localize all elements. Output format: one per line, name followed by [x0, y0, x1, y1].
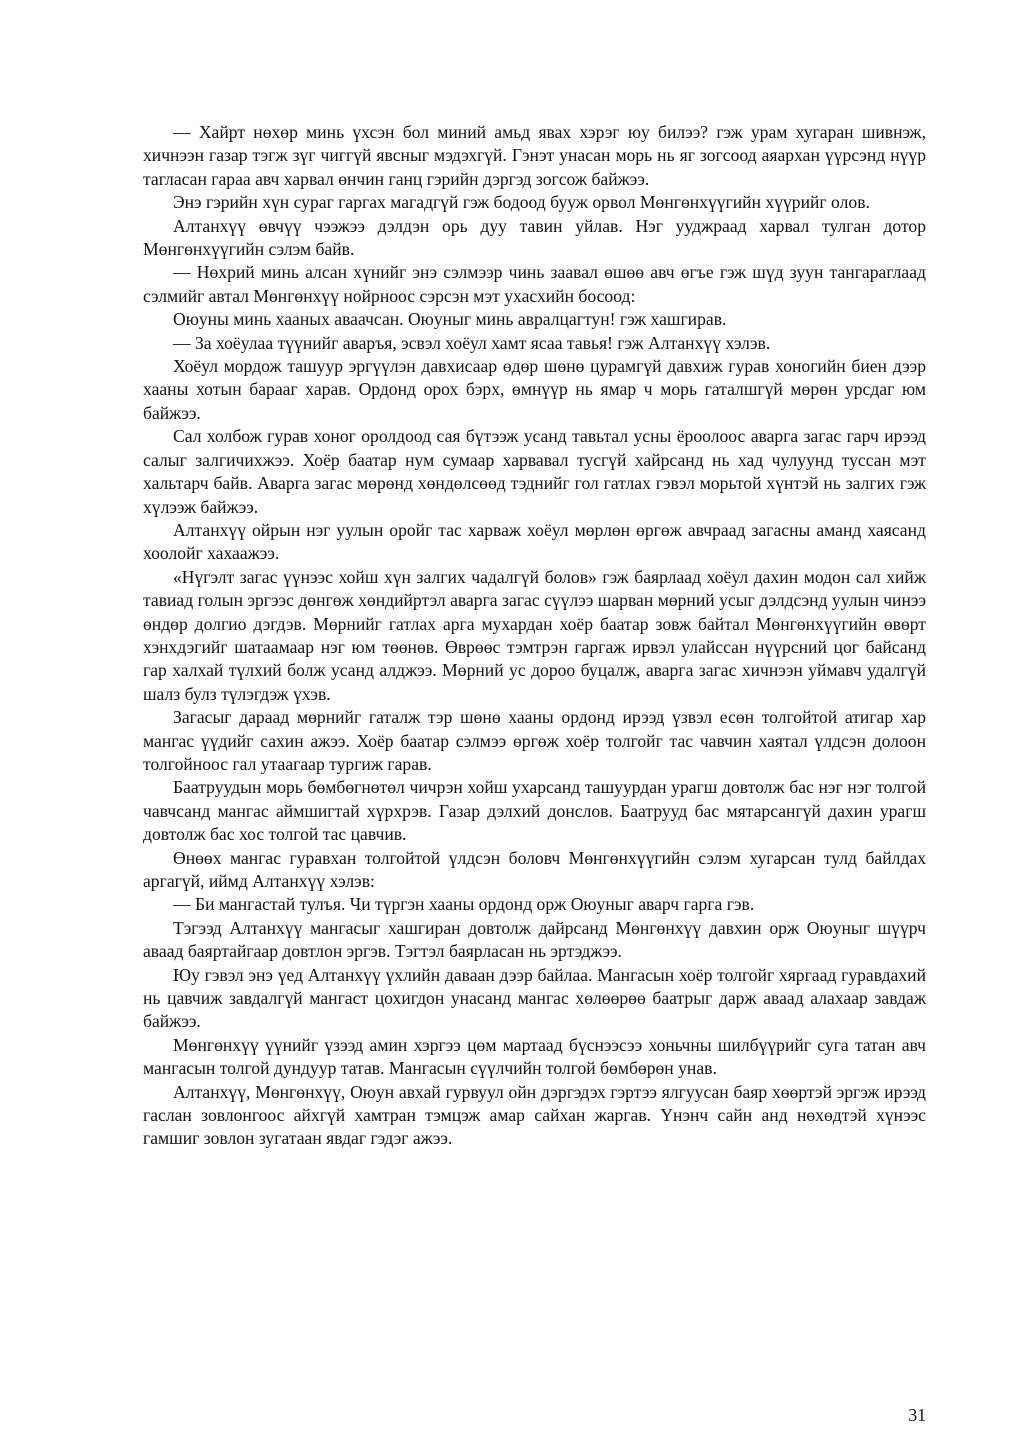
paragraph: Алтанхүү ойрын нэг уулын оройг тас харваж хоёул мөрлөн өргөж авчраад загасны аманд хаясанд хоолойг хахаажээ. [143, 519, 926, 564]
paragraph: Хоёул мордож ташуур эргүүлэн давхисаар өдөр шөнө цурамгүй давхиж гурав хоногийн биен дээр хааны хотын барааг харав. Ордонд орох бэрх, өмнүүр нь ямар ч морь гаталшгүй мөрөн урсдаг юм байжээ. [143, 356, 926, 423]
page-number: 31 [908, 1405, 926, 1425]
paragraph: — Хайрт нөхөр минь үхсэн бол миний амьд явах хэрэг юу билээ? гэж урам хугаран шивнэж, хичнээн газар тэгж зүг чиггүй явсныг мэдэхгүй. Гэнэт унасан морь нь яг зогсоод аяархан үүрсэнд нүүр тагласан гараа авч харвал өнчин ганц гэрийн дэргэд зогсож байжээ. [143, 122, 926, 189]
paragraph: Энэ гэрийн хүн сураг гаргах магадгүй гэж бодоод бууж орвол Мөнгөнхүүгийн хүүрийг олов. [173, 192, 870, 213]
paragraph: Тэгээд Алтанхүү мангасыг хашгиран довтолж дайрсанд Мөнгөнхүү давхин орж Оюуныг шүүрч аваад баяртайгаар довтлон эргэв. Тэгтэл баярласан нь эртэджээ. [143, 917, 926, 962]
paragraph: — Би мангастай тулъя. Чи түргэн хааны ордонд орж Оюуныг аварч гарга гэв. [173, 894, 755, 915]
paragraph: Баатруудын морь бөмбөгнөтөл чичрэн хойш ухарсанд ташуурдан урагш довтолж бас нэг нэг толгой чавчсанд мангас аймшигтай хүрхрэв. Газар дэлхий донслов. Баатрууд бас мятарсангүй дахин урагш довтолж бас хос толгой тас цавчив. [143, 777, 926, 845]
paragraph: Алтанхүү, Мөнгөнхүү, Оюун авхай гурвуул ойн дэргэдэх гэртээ ялгуусан баяр хөөртэй эргэж ирээд гаслан зовлонгоос айхгүй хамтран тэмцэж амар сайхан жаргав. Үнэнч сайн анд нөхөдтэй хүнээс гамшиг зовлон зугатаан явдаг гэдэг ажээ. [143, 1081, 926, 1149]
paragraph: Юу гэвэл энэ үед Алтанхүү үхлийн даваан дээр байлаа. Мангасын хоёр толгойг хяргаад гуравдахий нь цавчиж завдалгүй мангаст цохигдон унасанд мангас хөлөөрөө баатрыг дарж аваад алахаар завдаж байжээ. [143, 964, 926, 1032]
paragraph: Мөнгөнхүү үүнийг үзээд амин хэргээ цөм мартаад бүснээсээ хоньчны шилбүүрийг суга татан авч мангасын толгой дундуур татав. Мангасын сүүлчийн толгой бөмбөрөн унав. [143, 1034, 926, 1079]
story-text [143, 121, 926, 1151]
paragraph: — За хоёулаа түүнийг аваръя, эсвэл хоёул хамт ясаа тавья! гэж Алтанхүү хэлэв. [173, 332, 771, 353]
paragraph: Оюуны минь хааных аваачсан. Оюуныг минь авралцагтун! гэж хашгирав. [173, 309, 727, 330]
paragraph: Сал холбож гурав хоног оролдоод сая бүтээж усанд тавьтал усны ёроолоос аварга загас гарч ирээд салыг залгичихжээ. Хоёр баатар нум сумаар харвавал тусгүй хайрсанд нь хад чулуунд туссан мэт хальтарч байв. Аварга загас мөрөнд хөндөлсөөд тэднийг гол гатлах гэвэл морьтой хүнтэй нь залгих гэж хүлээж байжээ. [143, 426, 926, 517]
paragraph: Өнөөх мангас гуравхан толгойтой үлдсэн боловч Мөнгөнхүүгийн сэлэм хугарсан тулд байлдах аргагүй, иймд Алтанхүү хэлэв: [143, 847, 926, 891]
paragraph: «Нүгэлт загас үүнээс хойш хүн залгих чадалгүй болов» гэж баярлаад хоёул дахин модон сал хийж тавиад голын эргээс дөнгөж хөндийртэл аварга загас сүүлээ шарван мөрний усыг дэлдсэнд уулын чинээ өндөр долгио дэгдэв. Мөрнийг гатлах арга мухардан хоёр баатар зовж байтал Мөнгөнхүүгийн өвөрт хэнхдэгийг шатаамаар нэг юм төөнөв. Өврөөс тэмтрэн гаргаж ирвэл улайссан нүүрсний цог байсанд гар халхай түлхий болж усанд алджээ. Мөрний ус дороо буцалж, аварга загас хичнээн уймавч удалгүй шалз булз түлэгдэж үхэв. [143, 566, 926, 704]
paragraph: Алтанхүү өвчүү чээжээ дэлдэн орь дуу тавин уйлав. Нэг ууджраад харвал тулган дотор Мөнгөнхүүгийн сэлэм байв. [143, 215, 926, 260]
paragraph: — Нөхрий минь алсан хүнийг энэ сэлмээр чинь заавал өшөө авч өгъе гэж шүд зуун тангараглаад сэлмийг автал Мөнгөнхүү нойрноос сэрсэн мэт ухасхийн босоод: [143, 262, 926, 306]
paragraph: Загасыг дараад мөрнийг гаталж тэр шөнө хааны ордонд ирээд үзвэл есөн толгойтой атигар хар мангас үүдийг сахин ажээ. Хоёр баатар сэлмээ өргөж хоёр толгойг тас чавчин хаятал үлдсэн долоон толгойноос гал утаагаар тургиж гарав. [143, 707, 926, 774]
